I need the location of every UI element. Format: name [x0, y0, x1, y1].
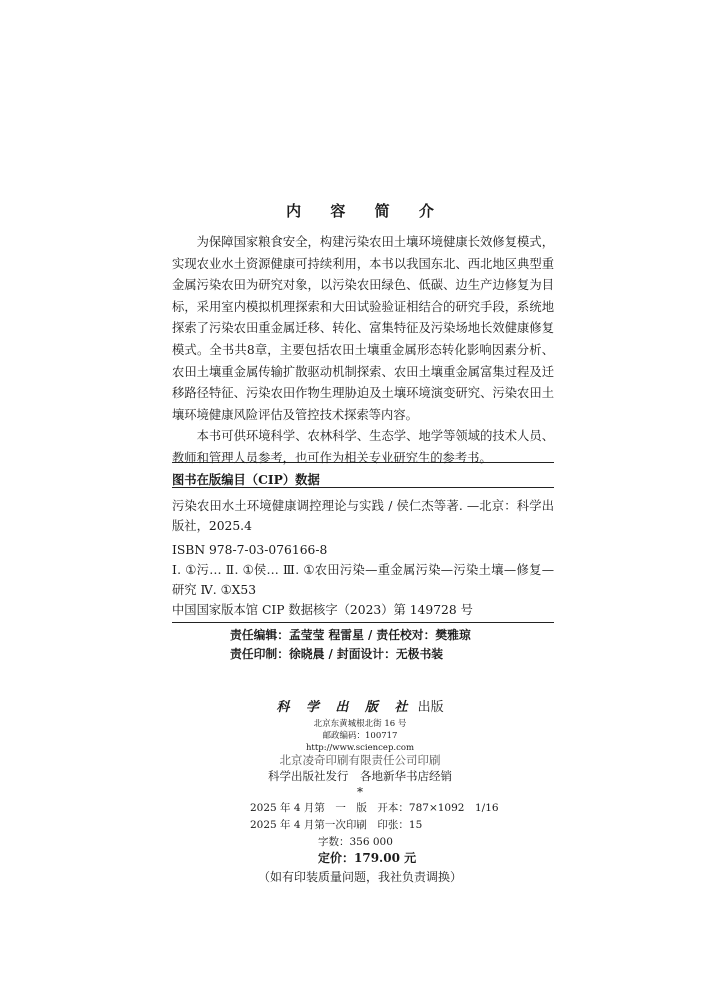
cip-heading: 图书在版编目（CIP）数据 [172, 472, 320, 487]
printing-line: 2025 年 4 月第一次印刷 印张：15 [250, 819, 423, 831]
cip-classification: Ⅰ. ①污… Ⅱ. ①侯… Ⅲ. ①农田污染—重金属污染—污染土壤—修复—研究 Ⅳ. ①X53 [172, 563, 554, 597]
publisher-address: 北京东黄城根北街 16 号 [313, 719, 407, 729]
editor-line-2: 责任印制：徐晓晨 / 封面设计：无极书装 [230, 647, 444, 661]
summary-title: 内 容 简 介 [286, 202, 446, 220]
edition-line: 2025 年 4 月第 一 版 开本：787×1092 1/16 [250, 802, 499, 814]
cip-top-rule [172, 462, 554, 463]
cip-isbn: ISBN 978-7-03-076166-8 [172, 543, 328, 557]
cip-record: 污染农田水土环境健康调控理论与实践 / 侯仁杰等著. —北京：科学出版社，2025.4 [172, 499, 554, 533]
cip-number: 中国国家版本馆 CIP 数据核字（2023）第 149728 号 [172, 603, 473, 617]
publisher-suffix: 出版 [417, 700, 444, 715]
quality-note: （如有印装质量问题，我社负责调换） [257, 870, 462, 884]
summary-paragraph-2: 本书可供环境科学、农林科学、生态学、地学等领域的技术人员、教师和管理人员参考，也可作为相关专业研究生的参考书。 [172, 429, 554, 465]
summary-paragraph-1: 为保障国家粮食安全，构建污染农田土壤环境健康长效修复模式，实现农业水土资源健康可持续利用，本书以我国东北、西北地区典型重金属污染农田为研究对象，以污染农田绿色、低碳、边生产边修复为目标，采用室内模拟机理探索和大田试验验证相结合的研究手段，系统地探索了污染农田重金属迁移、转化、富集特征及污染场地长效健康修复模式。全书共8章，主要包括农田土壤重金属形态转化影响因素分析、农田土壤重金属传输扩散驱动机制探索、农田土壤重金属富集过程及迁移路径特征、污染农田作物生理胁迫及土壤环境演变研究、污染农田土壤环境健康风险评估及管控技术探索等内容。 [172, 235, 554, 422]
publisher-line [0, 696, 720, 715]
printer-line: 北京凌奇印刷有限责任公司印刷 [279, 753, 441, 767]
separator-star: * [357, 785, 363, 799]
price: 定价：179.00 元 [318, 851, 417, 865]
cip-bottom-rule [172, 622, 554, 623]
word-count: 字数：356 000 [318, 836, 393, 848]
cip-heading-rule [172, 487, 554, 488]
editor-line-1: 责任编辑：孟莹莹 程雷星 / 责任校对：樊雅琼 [230, 628, 471, 642]
publisher-postcode: 邮政编码：100717 [322, 731, 398, 741]
distribution-line: 科学出版社发行 各地新华书店经销 [268, 769, 452, 783]
publisher-website: http://www.sciencep.com [305, 743, 415, 753]
summary-body [172, 232, 554, 470]
publisher-name: 科 学 出 版 社 [276, 700, 414, 715]
